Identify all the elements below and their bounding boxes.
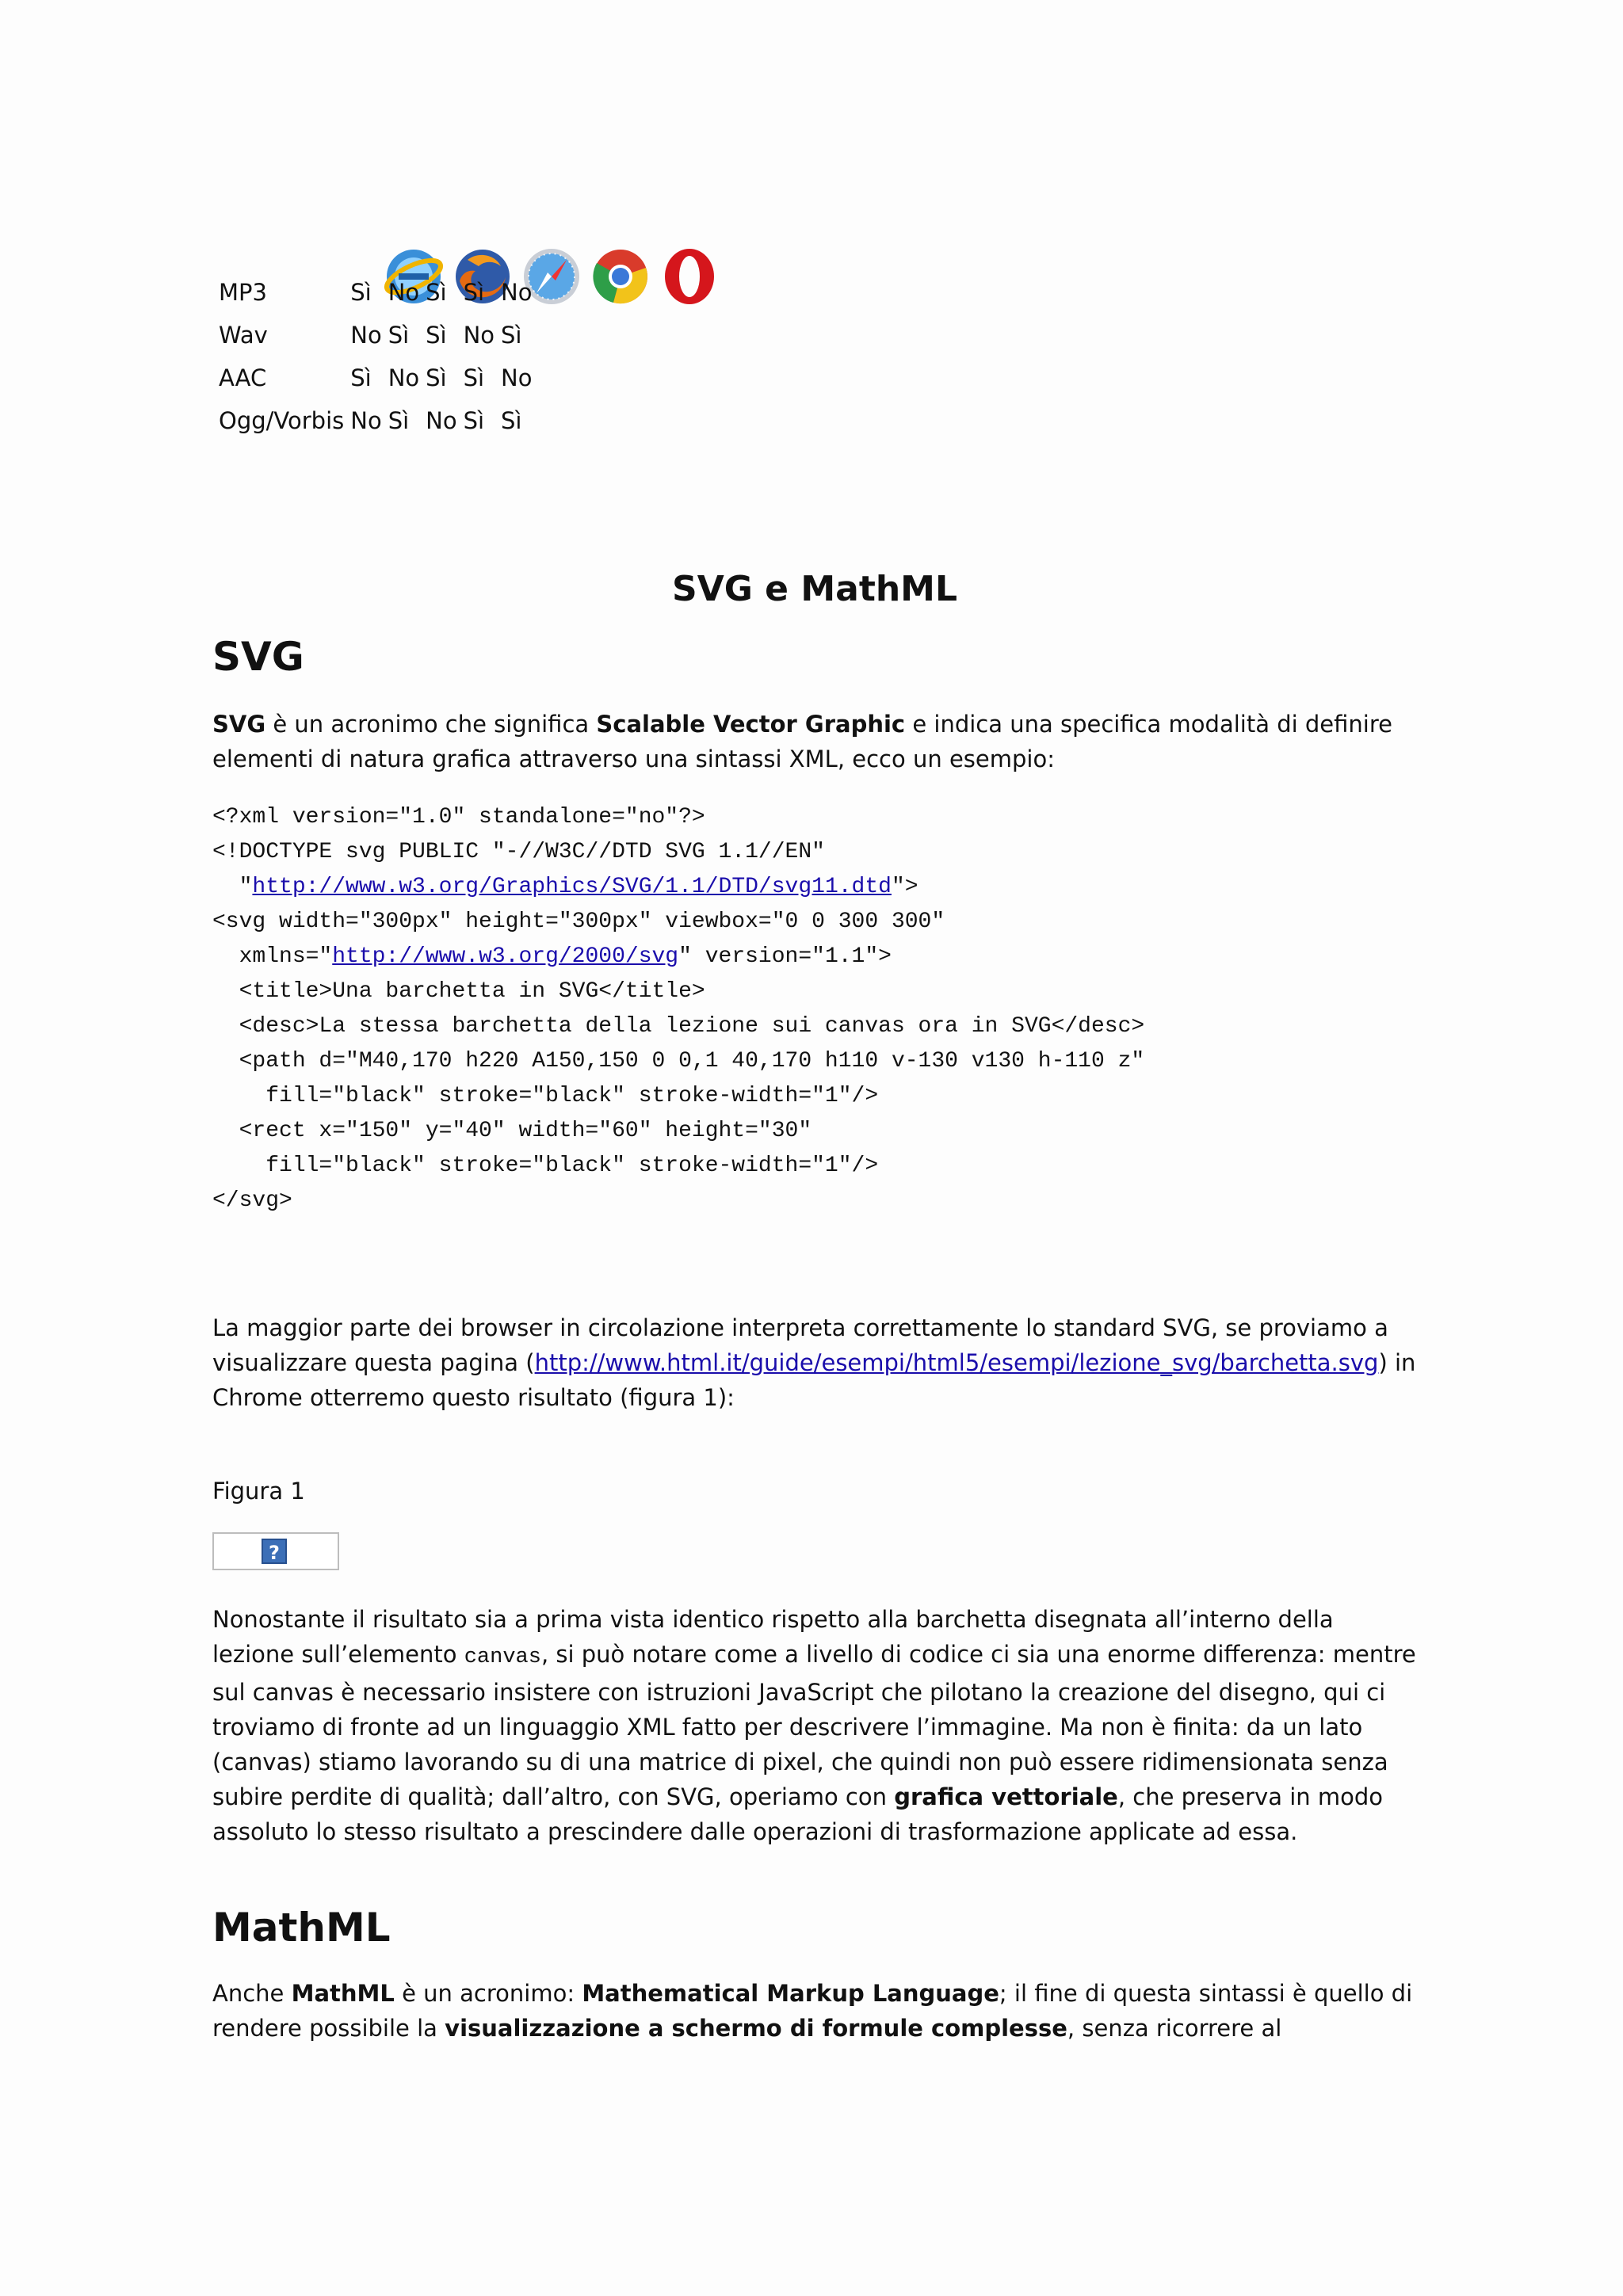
codec-support-cell: Sì [426, 279, 447, 306]
svg-intro-paragraph [212, 707, 1417, 776]
svg-namespace-link[interactable]: http://www.w3.org/2000/svg [332, 944, 679, 969]
code-line: fill="black" stroke="black" stroke-width="1"/> [212, 1154, 879, 1178]
paragraph-text: Anche [212, 1980, 292, 2007]
codec-support-cell: Sì [350, 364, 372, 391]
opera-icon [659, 246, 720, 307]
codec-support-cell: Sì [426, 322, 447, 349]
codec-support-cell: Sì [463, 407, 485, 434]
code-line: fill="black" stroke="black" stroke-width="1"/> [212, 1084, 879, 1108]
mathml-term: MathML [291, 1980, 395, 2007]
broken-image-placeholder [212, 1532, 339, 1570]
codec-support-cell: Sì [463, 279, 485, 306]
codec-row [212, 314, 532, 357]
paragraph-text: Nonostante il risultato sia a prima vista identico rispetto alla barchetta disegnata all’interno della lezione sull’elemento [212, 1606, 1334, 1668]
codec-support-cell: Sì [463, 364, 485, 391]
svg-code-block [212, 800, 1144, 1219]
code-line: " [212, 875, 253, 899]
intro-text: e indica una specifica modalità di definire elementi di natura grafica attraverso una sintassi XML, ecco un esempio: [212, 711, 1392, 772]
grafica-vettoriale-term: grafica vettoriale [894, 1783, 1118, 1810]
dtd-link[interactable]: http://www.w3.org/Graphics/SVG/1.1/DTD/svg11.dtd [252, 875, 892, 899]
code-line: <title>Una barchetta in SVG</title> [212, 979, 705, 1004]
mathml-heading: MathML [212, 1905, 391, 1951]
codec-format-cell: Wav [219, 322, 268, 349]
code-line: xmlns=" [212, 944, 333, 969]
codec-row [212, 357, 532, 399]
codec-support-cell: Sì [388, 407, 410, 434]
code-line: " version="1.1"> [678, 944, 892, 969]
codec-row [212, 271, 532, 314]
codec-support-cell: No [501, 279, 533, 306]
intro-text: è un acronimo che significa [265, 711, 597, 738]
code-line: <desc>La stessa barchetta della lezione sui canvas ora in SVG</desc> [212, 1014, 1145, 1039]
svg-term: SVG [212, 711, 266, 738]
codec-format-cell: MP3 [219, 279, 267, 306]
codec-support-cell: No [350, 407, 382, 434]
code-line: <!DOCTYPE svg PUBLIC "-//W3C//DTD SVG 1.1//EN" [212, 840, 825, 864]
codec-support-cell: Sì [350, 279, 372, 306]
barchetta-svg-link[interactable]: http://www.html.it/guide/esempi/html5/esempi/lezione_svg/barchetta.svg [534, 1349, 1379, 1376]
codec-support-cell: No [426, 407, 457, 434]
code-line: <rect x="150" y="40" width="60" height="30" [212, 1119, 812, 1143]
codec-support-cell: No [350, 322, 382, 349]
codec-support-cell: Sì [501, 322, 522, 349]
codec-support-cell: Sì [501, 407, 522, 434]
codec-format-cell: AAC [219, 364, 267, 391]
paragraph-text: ; il fine di questa sintassi è quello di rendere possibile la [212, 1980, 1413, 2042]
codec-table [212, 271, 532, 442]
codec-support-cell: No [463, 322, 495, 349]
codec-support-cell: Sì [426, 364, 447, 391]
formule-complesse-term: visualizzazione a schermo di formule complesse [445, 2015, 1067, 2042]
svg-heading: SVG [212, 634, 304, 680]
browser-support-paragraph [212, 1310, 1417, 1415]
codec-format-cell: Ogg/Vorbis [219, 407, 345, 434]
code-line: <?xml version="1.0" standalone="no"?> [212, 805, 705, 830]
codec-support-cell: No [388, 364, 420, 391]
code-line: </svg> [212, 1188, 292, 1213]
main-title: SVG e MathML [672, 569, 957, 609]
paragraph-text: ) in Chrome otterremo questo risultato (figura 1): [212, 1349, 1416, 1411]
scalable-vector-graphic-term: Scalable Vector Graphic [596, 711, 906, 738]
codec-support-cell: No [501, 364, 533, 391]
analysis-paragraph [212, 1602, 1417, 1849]
paragraph-text: , che preserva in modo assoluto lo stesso risultato a prescindere dalle operazioni di trasformazione applicate ad essa. [212, 1783, 1384, 1845]
codec-support-cell: No [388, 279, 420, 306]
code-line: <path d="M40,170 h220 A150,150 0 0,1 40,170 h110 v-130 v130 h-110 z" [212, 1049, 1145, 1074]
codec-support-cell: Sì [388, 322, 410, 349]
missing-image-icon: ? [262, 1539, 287, 1564]
inline-code-canvas: canvas [464, 1646, 541, 1669]
chrome-icon [590, 246, 651, 307]
figure-caption: Figura 1 [212, 1478, 305, 1505]
code-line: <svg width="300px" height="300px" viewbox="0 0 300 300" [212, 910, 945, 934]
paragraph-text: , senza ricorrere al [1067, 2015, 1282, 2042]
paragraph-text: La maggior parte dei browser in circolazione interpreta correttamente lo standard SVG, se proviamo a visualizzare questa pagina ( [212, 1314, 1388, 1376]
paragraph-text: , si può notare come a livello di codice ci sia una enorme differenza: mentre sul canvas è necessario insistere con istruzioni JavaScript che pilotano la creazione del disegno, qui ci troviamo di fronte ad un linguaggio XML fatto per descrivere l’immagine. Ma non è finita: da un lato (canvas) stiamo lavorando su di una matrice di pixel, che quindi non può essere ridimensionata senza subire perdite di qualità; dall’altro, con SVG, operiamo con [212, 1641, 1416, 1810]
mathml-intro-paragraph [212, 1976, 1417, 2046]
mathematical-markup-language-term: Mathematical Markup Language [582, 1980, 999, 2007]
codec-row [212, 399, 532, 442]
paragraph-text: è un acronimo: [394, 1980, 582, 2007]
code-line: "> [891, 875, 918, 899]
